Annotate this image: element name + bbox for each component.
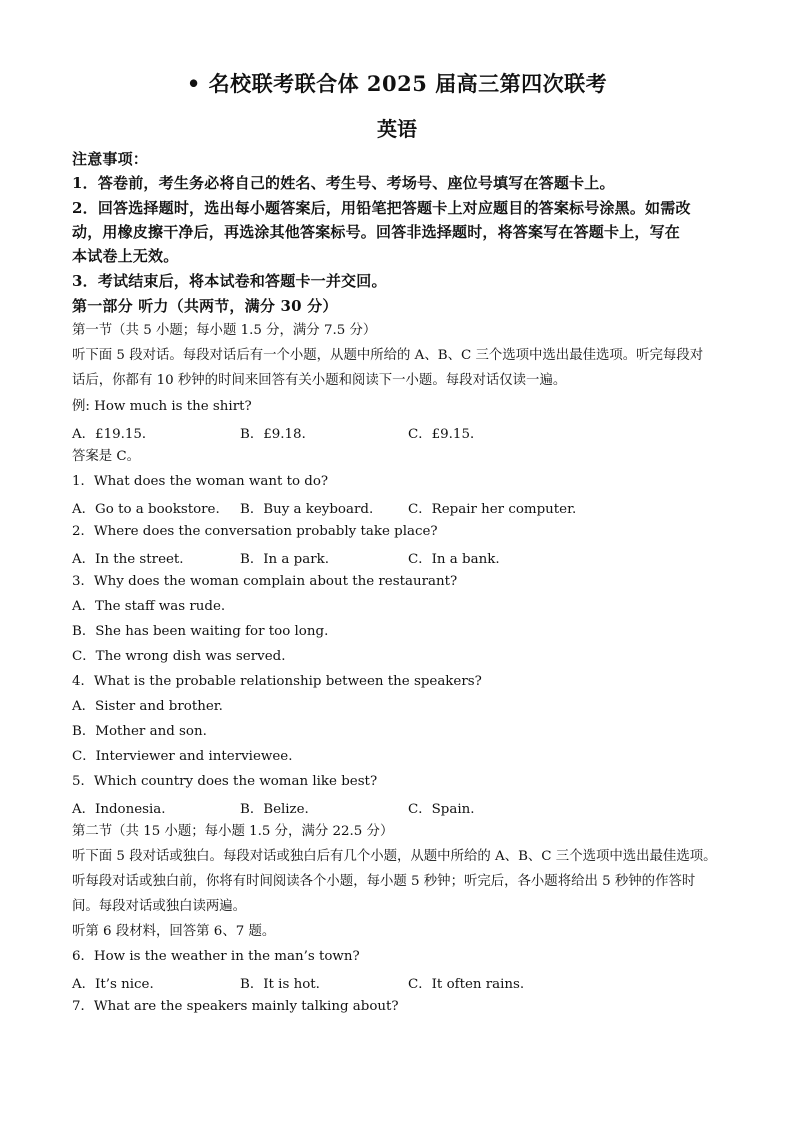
notice-heading: 注意事项： <box>72 150 149 168</box>
notice-item-2-line-1: 2．回答选择题时，选出每小题答案后，用铅笔把答题卡上对应题目的答案标号涂黑。如需改 <box>72 199 691 217</box>
q5-option-c: C．Spain. <box>408 802 475 817</box>
q3-option-c: C．The wrong dish was served. <box>72 649 286 664</box>
example-question: 例: How much is the shirt? <box>72 399 252 414</box>
section1-instruction-line-1: 听下面 5 段对话。每段对话后有一个小题，从题中所给的 A、B、C 三个选项中选出最佳选项。听完每段对 <box>72 348 704 363</box>
notice-item-1: 1．答卷前，考生务必将自己的姓名、考生号、考场号、座位号填写在答题卡上。 <box>72 174 615 192</box>
question-5: 5．Which country does the woman like best? <box>72 774 378 789</box>
question-6: 6．How is the weather in the man’s town? <box>72 949 360 964</box>
section1-instruction-line-2: 话后，你都有 10 秒钟的时间来回答有关小题和阅读下一小题。每段对话仅读一遍。 <box>72 373 567 388</box>
q1-option-b: B．Buy a keyboard. <box>240 502 374 517</box>
q4-option-c: C．Interviewer and interviewee. <box>72 749 293 764</box>
example-option-c: C．£9.15． <box>408 427 484 442</box>
q4-option-a: A．Sister and brother. <box>72 699 223 714</box>
question-3: 3．Why does the woman complain about the restaurant? <box>72 574 458 589</box>
section2-instruction-line-1: 听下面 5 段对话或独白。每段对话或独白后有几个小题，从题中所给的 A、B、C 三个选项中选出最佳选项。 <box>72 849 717 864</box>
notice-item-2-line-3: 本试卷上无效。 <box>72 247 179 265</box>
q2-option-c: C．In a bank. <box>408 552 500 567</box>
q2-option-b: B．In a park. <box>240 552 329 567</box>
q4-option-b: B．Mother and son. <box>72 724 207 739</box>
question-1: 1．What does the woman want to do? <box>72 474 329 489</box>
example-option-a: A．£19.15． <box>72 427 156 442</box>
notice-item-3: 3．考试结束后，将本试卷和答题卡一并交回。 <box>72 272 387 290</box>
example-answer: 答案是 C。 <box>72 449 141 464</box>
notice-item-2-line-2: 动，用橡皮擦干净后，再选涂其他答案标号。回答非选择题时，将答案写在答题卡上，写在 <box>72 223 681 241</box>
question-7: 7．What are the speakers mainly talking about? <box>72 999 399 1014</box>
q6-option-b: B．It is hot. <box>240 977 320 992</box>
exam-title: • 名校联考联合体 2025 届高三第四次联考 <box>186 71 608 96</box>
section2-instruction-line-2: 听每段对话或独白前，你将有时间阅读各个小题，每小题 5 秒钟；听完后，各小题将给出 5 秒钟的作答时 <box>72 874 696 889</box>
exam-subject: 英语 <box>377 117 417 141</box>
q5-option-b: B．Belize. <box>240 802 309 817</box>
section2-heading: 第二节（共 15 小题；每小题 1.5 分，满分 22.5 分） <box>72 824 394 839</box>
q6-option-a: A．It’s nice. <box>72 977 154 992</box>
part1-heading: 第一部分 听力（共两节，满分 30 分） <box>72 297 338 315</box>
example-option-b: B．£9.18． <box>240 427 315 442</box>
q6-option-c: C．It often rains. <box>408 977 525 992</box>
q3-option-a: A．The staff was rude. <box>72 599 226 614</box>
q3-option-b: B．She has been waiting for too long. <box>72 624 329 639</box>
q1-option-c: C．Repair her computer. <box>408 502 577 517</box>
q2-option-a: A．In the street. <box>72 552 184 567</box>
question-4: 4．What is the probable relationship between the speakers? <box>72 674 482 689</box>
material-6-intro: 听第 6 段材料，回答第 6、7 题。 <box>72 924 276 939</box>
q1-option-a: A．Go to a bookstore. <box>72 502 220 517</box>
q5-option-a: A．Indonesia. <box>72 802 166 817</box>
section1-heading: 第一节（共 5 小题；每小题 1.5 分，满分 7.5 分） <box>72 323 377 338</box>
question-2: 2．Where does the conversation probably take place? <box>72 524 438 539</box>
section2-instruction-line-3: 间。每段对话或独白读两遍。 <box>72 899 247 914</box>
